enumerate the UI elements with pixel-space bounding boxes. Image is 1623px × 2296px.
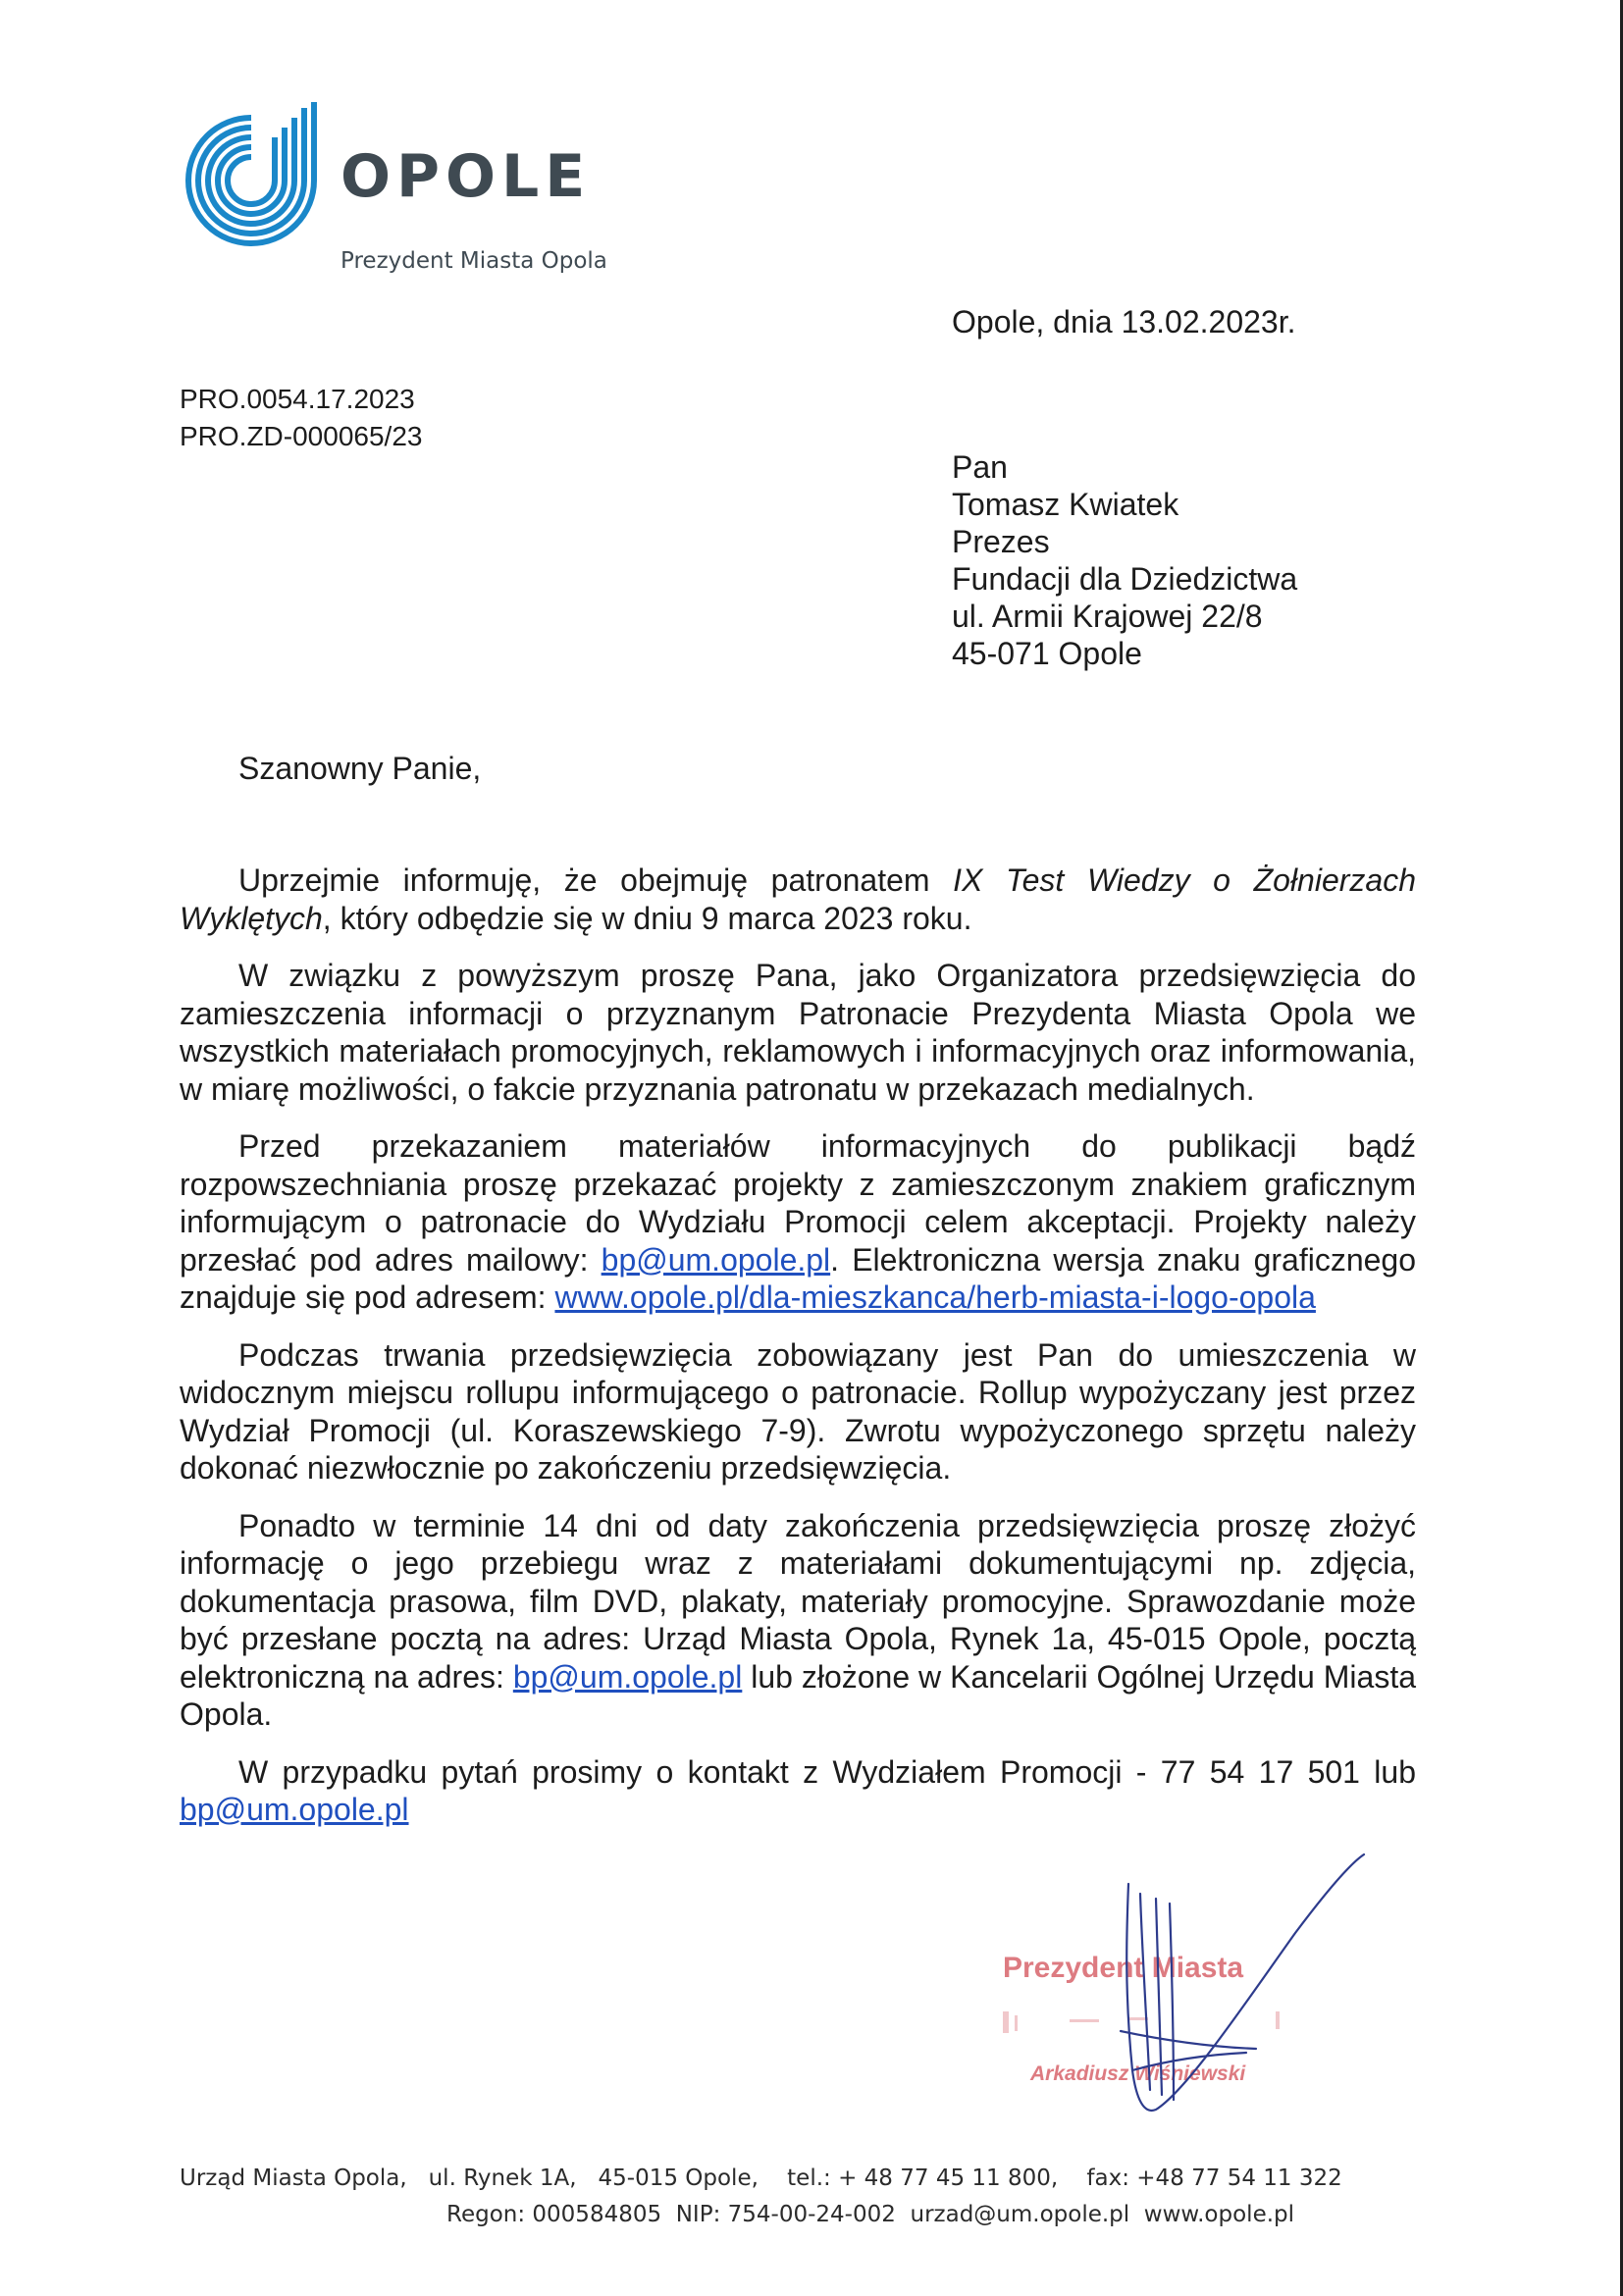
reference-numbers bbox=[180, 381, 422, 455]
logo-wordmark: OPOLE bbox=[340, 142, 592, 211]
footer-contact: Urząd Miasta Opola, ul. Rynek 1A, 45-015 Opole, tel.: + 48 77 45 11 800, fax: +48 77 54 11 322 bbox=[180, 2166, 1342, 2191]
body-paragraph bbox=[180, 1127, 1416, 1317]
letter-date: Opole, dnia 13.02.2023r. bbox=[952, 304, 1296, 339]
text-run: W przypadku pytań prosimy o kontakt z Wydziałem Promocji - 77 54 17 501 lub bbox=[238, 1753, 1416, 1790]
salutation: Szanowny Panie, bbox=[238, 751, 482, 786]
event-name: IX Test Wiedzy o Żołnierzach Wyklętych bbox=[180, 862, 1417, 936]
addressee-line: ul. Armii Krajowej 22/8 bbox=[952, 599, 1263, 634]
reference-number: PRO.ZD-000065/23 bbox=[180, 421, 423, 451]
text-run: , który odbędzie się w dniu 9 marca 2023 roku. bbox=[322, 900, 972, 936]
body-paragraph bbox=[180, 1753, 1416, 1829]
text-run: Uprzejmie informuję, że obejmuję patronatem bbox=[238, 862, 954, 898]
letter-body bbox=[180, 861, 1416, 1849]
body-paragraph bbox=[180, 861, 1416, 937]
email-link[interactable]: bp@um.opole.pl bbox=[601, 1241, 831, 1278]
text-run: Przed przekazaniem materiałów informacyjnych do publikacji bądź rozpowszechniania proszę przekazać projekty z zamieszczonym znakiem graficznym informującym o patronacie do Wydziału Promocji celem akceptacji. Projekty należy przesłać pod adres mailowy: bbox=[180, 1128, 1416, 1278]
email-link[interactable]: bp@um.opole.pl bbox=[512, 1658, 743, 1695]
addressee-line: Prezes bbox=[952, 524, 1050, 559]
footer-registration: Regon: 000584805 NIP: 754-00-24-002 urzad@um.opole.pl www.opole.pl bbox=[446, 2202, 1295, 2227]
opole-logo-mark-icon bbox=[175, 102, 327, 254]
text-run: Ponadto w terminie 14 dni od daty zakończenia przedsięwzięcia proszę złożyć informację o jego przebiegu wraz z materiałami dokumentującymi np. zdjęcia, dokumentacja prasowa, film DVD, plakaty, materiały promocyjne. Sprawozdanie może być przesłane pocztą na adres: Urząd Miasta Opola, Rynek 1a, 45-015 Opole, pocztą elektroniczną na adres: bbox=[180, 1507, 1416, 1695]
stamp-title: Prezydent Miasta bbox=[1003, 1952, 1244, 1984]
stamp-name: Arkadiusz Wiśniewski bbox=[1030, 2062, 1246, 2085]
addressee-block bbox=[952, 448, 1297, 672]
text-run: lub złożone w Kancelarii Ogólnej Urzędu Miasta Opola. bbox=[180, 1658, 1417, 1732]
body-paragraph bbox=[180, 1507, 1416, 1734]
text-run: . Elektroniczna wersja znaku graficznego znajduje się pod adresem: bbox=[180, 1241, 1417, 1315]
body-paragraph: W związku z powyższym proszę Pana, jako Organizatora przedsięwzięcia do zamieszczenia informacji o przyznanym Patronacie Prezydenta Miasta Opola we wszystkich materiałach promocyjnych, reklamowych i informacyjnych oraz informowania, w miarę możliwości, o fakcie przyznania patronatu w przekazach medialnych. bbox=[180, 958, 1416, 1107]
email-link[interactable]: bp@um.opole.pl bbox=[180, 1792, 409, 1827]
reference-number: PRO.0054.17.2023 bbox=[180, 384, 415, 414]
handwritten-signature bbox=[1099, 1845, 1403, 2139]
addressee-line: 45-071 Opole bbox=[952, 636, 1142, 671]
body-paragraph: Podczas trwania przedsięwzięcia zobowiązany jest Pan do umieszczenia w widocznym miejscu rollupu informującego o patronacie. Rollup wypożyczany jest przez Wydział Promocji (ul. Koraszewskiego 7-9). Zwrotu wypożyczonego sprzętu należy dokonać niezwłocznie po zakończeniu przedsięwzięcia. bbox=[180, 1336, 1416, 1486]
addressee-line: Fundacji dla Dziedzictwa bbox=[952, 561, 1298, 597]
addressee-line: Tomasz Kwiatek bbox=[952, 487, 1179, 522]
logo-subtitle: Prezydent Miasta Opola bbox=[340, 248, 607, 274]
logo-url-link[interactable]: www.opole.pl/dla-mieszkanca/herb-miasta-i-logo-opola bbox=[554, 1279, 1316, 1315]
addressee-line: Pan bbox=[952, 449, 1008, 485]
